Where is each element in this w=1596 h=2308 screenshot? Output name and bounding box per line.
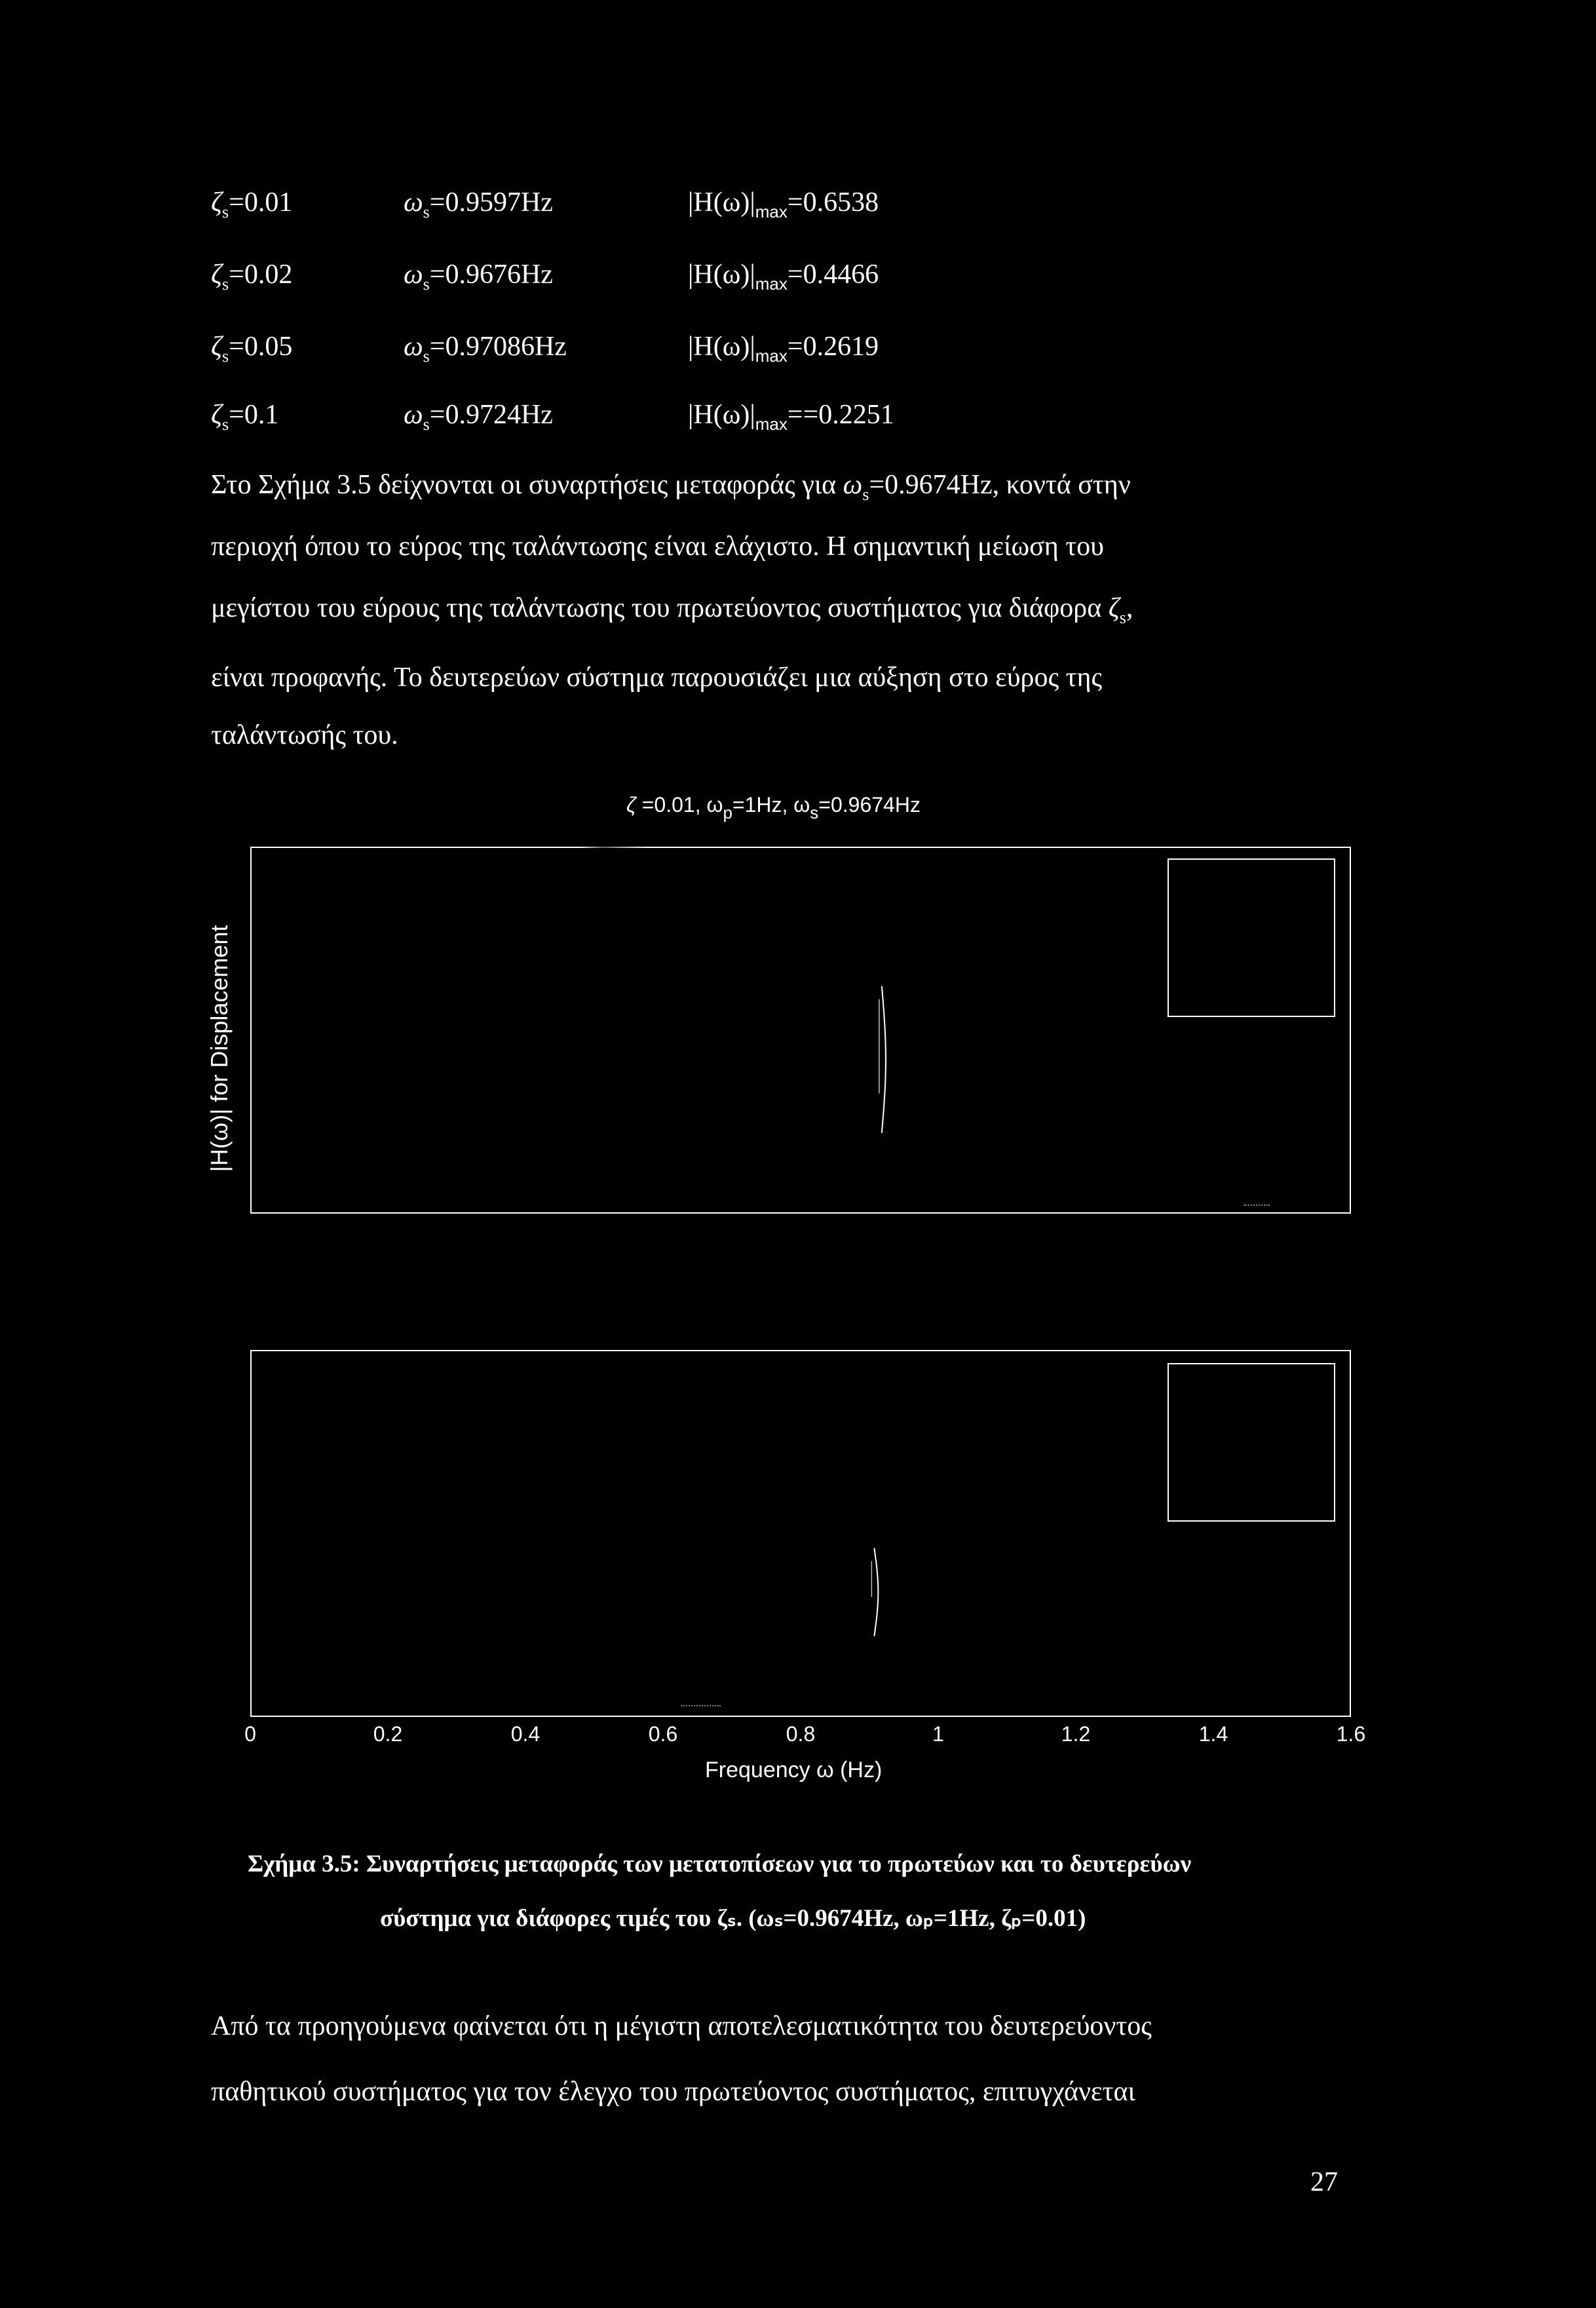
zeta-symbol: ζ [211, 332, 223, 362]
omega-value: =0.9676Hz [429, 260, 553, 290]
param-row [211, 401, 278, 438]
h-sub: max [755, 346, 788, 366]
omega-cell [404, 401, 553, 438]
resonance-curve-secondary [874, 1548, 878, 1636]
h-label: |H(ω)| [688, 187, 755, 218]
omega-value: =0.9724Hz [429, 400, 553, 430]
omega-symbol: ω [404, 187, 423, 218]
x-tick-label: 0 [244, 1722, 256, 1746]
zeta-symbol: ζ [1108, 593, 1120, 623]
subscript-s: s [810, 803, 819, 822]
x-axis-label: Frequency ω (Hz) [705, 1758, 883, 1782]
omega-sub: s [862, 485, 869, 504]
paragraph-line: περιοχή όπου το εύρος της ταλάντωσης είναι ελάχιστο. Η σημαντική μείωση του [211, 531, 1104, 562]
omega-sub: s [423, 275, 430, 294]
subscript-p: p [723, 803, 732, 822]
x-tick-label: 1.4 [1198, 1722, 1228, 1746]
caption-line-2: σύστημα για διάφορες τιμές του ζₛ. (ωₛ=0.9674Hz, ωₚ=1Hz, ζₚ=0.01) [380, 1905, 1086, 1932]
h-value: =0.4466 [787, 260, 879, 290]
y-axis-label: |H(ω)| for Displacement [206, 925, 233, 1172]
h-sub: max [755, 274, 788, 294]
x-tick-label: 0.8 [786, 1722, 816, 1746]
paragraph-line [211, 588, 1133, 638]
zeta-symbol: ζ [211, 260, 223, 290]
h-value: =0.6538 [787, 187, 879, 218]
paragraph-line: ταλάντωσής του. [211, 720, 398, 750]
x-tick-label: 1.6 [1336, 1722, 1366, 1746]
zeta-symbol: ζ [626, 793, 636, 817]
paragraph-2-line: Από τα προηγούμενα φαίνεται ότι η μέγιστη αποτελεσματικότητα του δευτερεύοντος [211, 2011, 1152, 2041]
text-run: Στο Σχήμα 3.5 δείχνονται οι συναρτήσεις μεταφοράς για [211, 470, 843, 500]
zeta-sub: s [222, 202, 229, 221]
h-label: |H(ω)| [688, 400, 755, 430]
omega-value: =0.97086Hz [429, 332, 567, 362]
zeta-value: =0.02 [229, 260, 293, 290]
omega-cell [404, 261, 553, 298]
omega-sub: s [423, 347, 430, 366]
text-run: =0.9674Hz [818, 793, 921, 817]
zeta-sub: s [222, 347, 229, 366]
zeta-value: =0.01 [229, 187, 293, 218]
h-label: |H(ω)| [688, 332, 755, 362]
text-run: μεγίστου του εύρους της ταλάντωσης του πρωτεύοντος συστήματος για διάφορα [211, 593, 1109, 623]
zeta-sub: s [222, 415, 229, 434]
hmax-cell [688, 261, 879, 298]
x-tick-label: 0.2 [373, 1722, 403, 1746]
paragraph-2-line: παθητικού συστήματος για τον έλεγχο του πρωτεύοντος συστήματος, επιτυγχάνεται [211, 2077, 1135, 2107]
text-run: , [1126, 593, 1133, 623]
x-tick-label: 1.2 [1061, 1722, 1091, 1746]
omega-value: =0.9597Hz [429, 187, 553, 218]
omega-symbol: ω [404, 400, 423, 430]
hmax-cell [688, 333, 879, 370]
zeta-sub: s [1119, 608, 1126, 627]
zeta-sub: s [222, 275, 229, 294]
text-run: =0.01, ω [636, 793, 723, 817]
h-sub: max [755, 414, 788, 434]
omega-sub: s [423, 415, 430, 434]
zeta-symbol: ζ [211, 400, 223, 430]
paragraph-line [211, 465, 1131, 514]
h-value: =0.2619 [787, 332, 879, 362]
zeta-symbol: ζ [211, 187, 223, 218]
caption-line-1: Σχήμα 3.5: Συναρτήσεις μεταφοράς των μετατοπίσεων για το πρωτεύων και το δευτερεύων [248, 1851, 1192, 1877]
x-tick-label: 0.4 [510, 1722, 541, 1746]
omega-symbol: ω [404, 260, 423, 290]
omega-symbol: ω [843, 470, 863, 500]
param-row [211, 189, 292, 226]
x-tick-label: 0.6 [648, 1722, 678, 1746]
omega-cell [404, 333, 567, 370]
resonance-curve-primary [882, 986, 886, 1133]
top-plot-area [250, 847, 1351, 1214]
paragraph-line: είναι προφανής. Το δευτερεύων σύστημα παρουσιάζει μια αύξηση στο εύρος της [211, 663, 1103, 693]
hmax-cell [688, 189, 879, 225]
zeta-value: =0.05 [229, 332, 293, 362]
param-row [211, 261, 292, 298]
omega-sub: s [423, 202, 430, 221]
figure-title [626, 793, 921, 824]
dots-artifact [681, 1705, 721, 1708]
param-row [211, 333, 292, 370]
zeta-value: =0.1 [229, 400, 279, 430]
bottom-plot-area [250, 1350, 1351, 1717]
omega-symbol: ω [404, 332, 423, 362]
h-sub: max [755, 202, 788, 221]
page-number: 27 [1310, 2167, 1338, 2197]
dots-artifact [1244, 1204, 1270, 1207]
h-label: |H(ω)| [688, 260, 755, 290]
x-tick-label: 1 [932, 1722, 944, 1746]
omega-cell [404, 189, 553, 226]
text-run: =1Hz, ω [732, 793, 810, 817]
text-run: =0.9674Hz, κοντά στην [869, 470, 1131, 500]
hmax-cell [688, 401, 894, 438]
h-value: ==0.2251 [787, 400, 894, 430]
